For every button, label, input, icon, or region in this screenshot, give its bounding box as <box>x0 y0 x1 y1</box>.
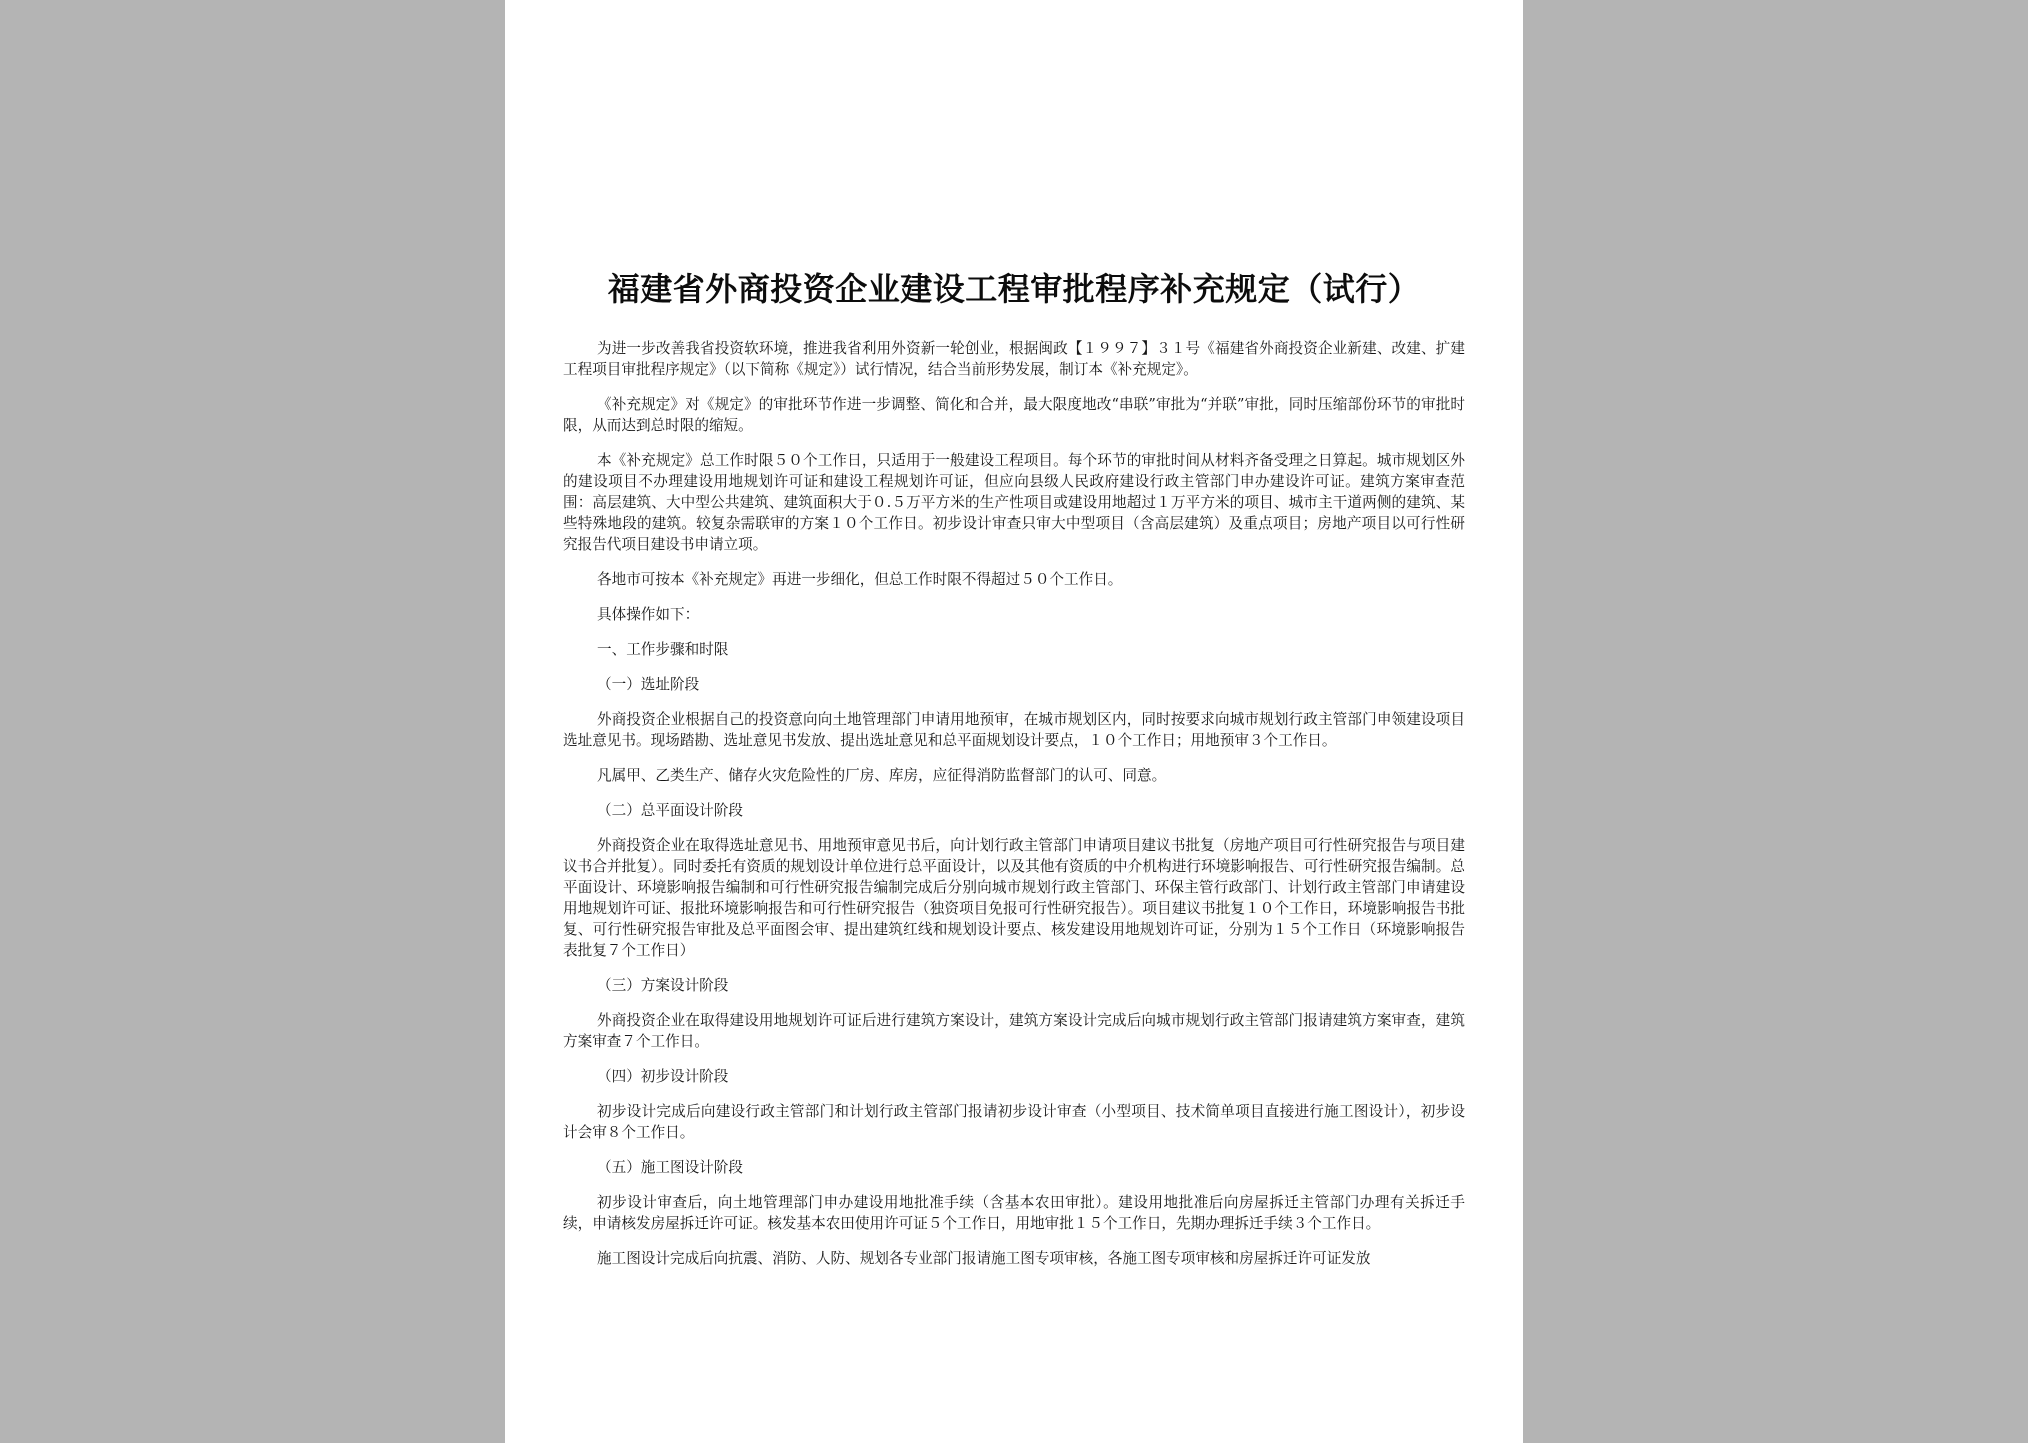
section-heading: 一、工作步骤和时限 <box>597 641 729 658</box>
body-paragraph: 外商投资企业在取得选址意见书、用地预审意见书后，向计划行政主管部门申请项目建议书批复（房地产项目可行性研究报告与项目建议书合并批复）。同时委托有资质的规划设计单位进行总平面设计，以及其他有资质的中介机构进行环境影响报告、可行性研究报告编制。总平面设计、环境影响报告编制和可行性研究报告编制完成后分别向城市规划行政主管部门、环保主管行政部门、计划行政主管部门申请建设用地规划许可证、报批环境影响报告和可行性研究报告（独资项目免报可行性研究报告）。项目建议书批复１０个工作日，环境影响报告书批复、可行性研究报告审批及总平面图会审、提出建筑红线和规划设计要点、核发建设用地规划许可证，分别为１５个工作日（环境影响报告表批复７个工作日） <box>563 837 1465 959</box>
body-paragraph: 外商投资企业在取得建设用地规划许可证后进行建筑方案设计，建筑方案设计完成后向城市规划行政主管部门报请建筑方案审查，建筑方案审查７个工作日。 <box>563 1012 1465 1050</box>
body-paragraph: 为进一步改善我省投资软环境，推进我省利用外资新一轮创业，根据闽政【１９９７】３１号《福建省外商投资企业新建、改建、扩建工程项目审批程序规定》（以下简称《规定》）试行情况，结合当前形势发展，制订本《补充规定》。 <box>563 340 1465 378</box>
document-title: 福建省外商投资企业建设工程审批程序补充规定（试行） <box>607 270 1421 308</box>
document-body <box>563 338 1465 1269</box>
body-paragraph: 初步设计审查后，向土地管理部门申办建设用地批准手续（含基本农田审批）。建设用地批准后向房屋拆迁主管部门办理有关拆迁手续，申请核发房屋拆迁许可证。核发基本农田使用许可证５个工作日，用地审批１５个工作日，先期办理拆迁手续３个工作日。 <box>563 1194 1465 1232</box>
body-paragraph: 各地市可按本《补充规定》再进一步细化，但总工作时限不得超过５０个工作日。 <box>597 571 1123 588</box>
body-paragraph: 施工图设计完成后向抗震、消防、人防、规划各专业部门报请施工图专项审核，各施工图专项审核和房屋拆迁许可证发放 <box>597 1250 1371 1267</box>
section-heading: （二）总平面设计阶段 <box>597 802 743 819</box>
body-paragraph: 初步设计完成后向建设行政主管部门和计划行政主管部门报请初步设计审查（小型项目、技术简单项目直接进行施工图设计），初步设计会审８个工作日。 <box>563 1103 1465 1141</box>
body-paragraph: 外商投资企业根据自己的投资意向向土地管理部门申请用地预审，在城市规划区内，同时按要求向城市规划行政主管部门申领建设项目选址意见书。现场踏勘、选址意见书发放、提出选址意见和总平面规划设计要点，１０个工作日；用地预审３个工作日。 <box>563 711 1465 749</box>
section-heading: 具体操作如下： <box>597 606 700 623</box>
section-heading: （四）初步设计阶段 <box>597 1068 729 1085</box>
document-page <box>505 0 1523 1443</box>
body-paragraph: 本《补充规定》总工作时限５０个工作日，只适用于一般建设工程项目。每个环节的审批时间从材料齐备受理之日算起。城市规划区外的建设项目不办理建设用地规划许可证和建设工程规划许可证，但应向县级人民政府建设行政主管部门申办建设许可证。建筑方案审查范围：高层建筑、大中型公共建筑、建筑面积大于０.５万平方米的生产性项目或建设用地超过１万平方米的项目、城市主干道两侧的建筑、某些特殊地段的建筑。较复杂需联审的方案１０个工作日。初步设计审查只审大中型项目（含高层建筑）及重点项目；房地产项目以可行性研究报告代项目建设书申请立项。 <box>563 452 1465 553</box>
section-heading: （一）选址阶段 <box>597 676 700 693</box>
section-heading: （五）施工图设计阶段 <box>597 1159 743 1176</box>
section-heading: （三）方案设计阶段 <box>597 977 729 994</box>
body-paragraph: 《补充规定》对《规定》的审批环节作进一步调整、简化和合并，最大限度地改“串联”审批为“并联”审批，同时压缩部份环节的审批时限，从而达到总时限的缩短。 <box>563 396 1465 434</box>
body-paragraph: 凡属甲、乙类生产、储存火灾危险性的厂房、库房，应征得消防监督部门的认可、同意。 <box>597 767 1167 784</box>
